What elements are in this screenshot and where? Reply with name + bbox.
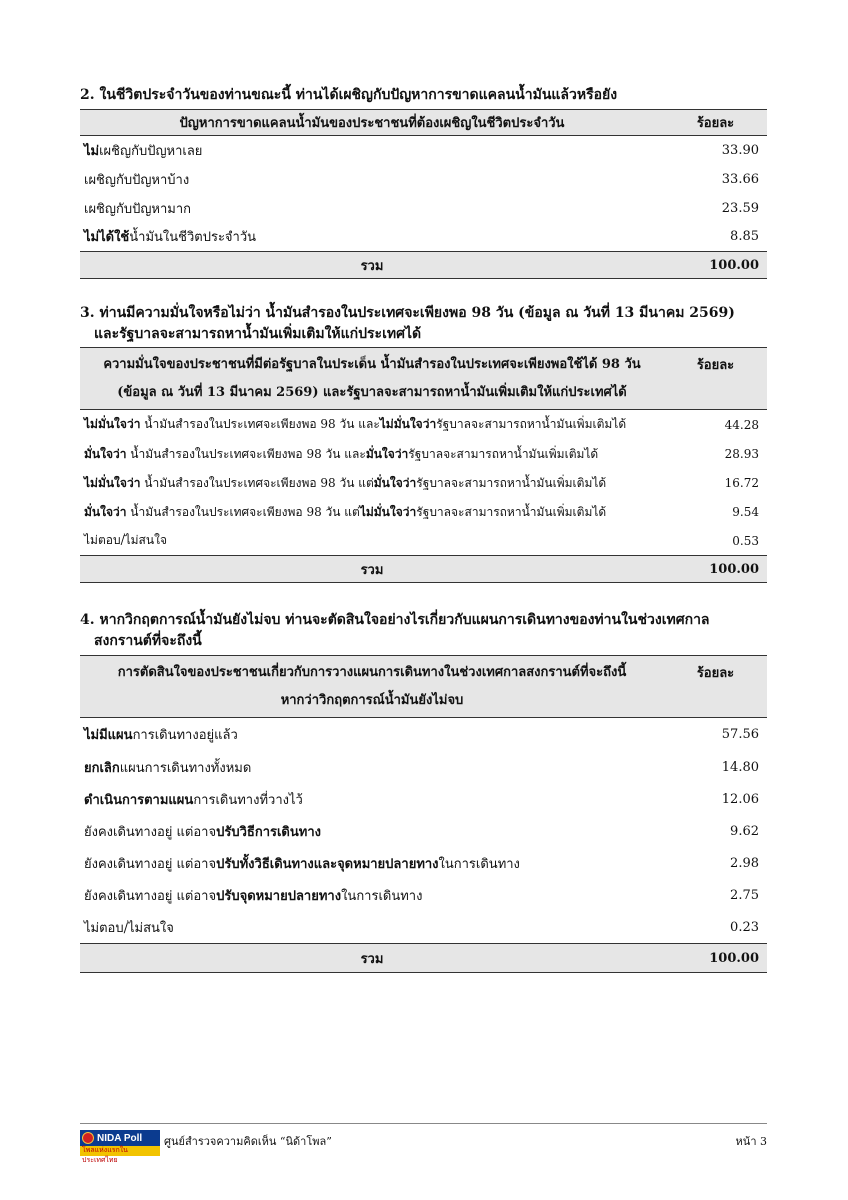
table-row: ไม่ได้ใช้น้ำมันในชีวิตประจำวัน 8.85 (84, 229, 759, 246)
table-row: ยกเลิกแผนการเดินทางทั้งหมด 14.80 (84, 760, 759, 776)
question-4-table (80, 655, 767, 973)
question-3-table (80, 347, 767, 583)
nida-poll-logo: NIDA Poll โพลแห่งแรกในประเทศไทย (80, 1130, 160, 1156)
table-row: ไม่มีแผนการเดินทางอยู่แล้ว 57.56 (84, 727, 759, 744)
total-row: รวม 100.00 (80, 944, 767, 973)
table-row: ไม่ตอบ/ไม่สนใจ 0.53 (84, 533, 759, 548)
table-row: เผชิญกับปัญหามาก 23.59 (84, 200, 759, 217)
table-row: ไม่เผชิญกับปัญหาเลย 33.90 (84, 142, 759, 159)
table-row: มั่นใจว่า น้ำมันสำรองในประเทศจะเพียงพอ 98 วัน และมั่นใจว่ารัฐบาลจะสามารถหาน้ำมันเพิ่มเติมได้ 28.93 (84, 446, 759, 461)
nida-emblem-icon (82, 1132, 94, 1144)
percent-header: ร้อยละ (664, 656, 767, 718)
table-row: ยังคงเดินทางอยู่ แต่อาจปรับจุดหมายปลายทางในการเดินทาง 2.75 (84, 888, 759, 904)
question-2-table (80, 109, 767, 279)
table-header: การตัดสินใจของประชาชนเกี่ยวกับการวางแผนการเดินทางในช่วงเทศกาลสงกรานต์ที่จะถึงนี้ หากว่าวิกฤตการณ์น้ำมันยังไม่จบ (80, 656, 664, 718)
table-row: เผชิญกับปัญหาบ้าง 33.66 (84, 171, 759, 188)
table-row: ยังคงเดินทางอยู่ แต่อาจปรับทั้งวิธีเดินทางและจุดหมายปลายทางในการเดินทาง 2.98 (84, 856, 759, 872)
page-footer (80, 1123, 767, 1164)
table-row: ไม่มั่นใจว่า น้ำมันสำรองในประเทศจะเพียงพอ 98 วัน แต่มั่นใจว่ารัฐบาลจะสามารถหาน้ำมันเพิ่มเติมได้ 16.72 (84, 475, 759, 490)
percent-header: ร้อยละ (664, 348, 767, 410)
page-number: หน้า 3 (735, 1135, 767, 1148)
table-header: ความมั่นใจของประชาชนที่มีต่อรัฐบาลในประเด็น น้ำมันสำรองในประเทศจะเพียงพอใช้ได้ 98 วัน (ข้อมูล ณ วันที่ 13 มีนาคม 2569) และรัฐบาลจะสามารถหาน้ำมันเพิ่มเติมให้แก่ประเทศได้ (80, 348, 664, 410)
table-row: ไม่ตอบ/ไม่สนใจ 0.23 (84, 919, 759, 936)
question-3-title: 3. ท่านมีความมั่นใจหรือไม่ว่า น้ำมันสำรองในประเทศจะเพียงพอ 98 วัน (ข้อมูล ณ วันที่ 13 มีนาคม 2569) และรัฐบาลจะสามารถหาน้ำมันเพิ่มเติมให้แก่ประเทศได้ (80, 305, 735, 342)
table-row: มั่นใจว่า น้ำมันสำรองในประเทศจะเพียงพอ 98 วัน แต่ไม่มั่นใจว่ารัฐบาลจะสามารถหาน้ำมันเพิ่มเติมได้ 9.54 (84, 504, 759, 519)
table-header: ปัญหาการขาดแคลนน้ำมันของประชาชนที่ต้องเผชิญในชีวิตประจำวัน (80, 110, 664, 136)
table-row: ดำเนินการตามแผนการเดินทางที่วางไว้ 12.06 (84, 792, 759, 808)
footer-org-name: ศูนย์สำรวจความคิดเห็น “นิด้าโพล” (164, 1135, 332, 1148)
table-row: ยังคงเดินทางอยู่ แต่อาจปรับวิธีการเดินทาง 9.62 (84, 824, 759, 840)
question-2-title: 2. ในชีวิตประจำวันของท่านขณะนี้ ท่านได้เผชิญกับปัญหาการขาดแคลนน้ำมันแล้วหรือยัง (80, 87, 618, 103)
total-row: รวม 100.00 (80, 252, 767, 279)
table-row: ไม่มั่นใจว่า น้ำมันสำรองในประเทศจะเพียงพอ 98 วัน และไม่มั่นใจว่ารัฐบาลจะสามารถหาน้ำมันเพิ่มเติมได้ 44.28 (84, 417, 759, 432)
question-4-section (80, 610, 767, 973)
question-3-section (80, 303, 767, 583)
question-2-section (80, 85, 767, 279)
total-row: รวม 100.00 (80, 556, 767, 583)
question-4-title: 4. หากวิกฤตการณ์น้ำมันยังไม่จบ ท่านจะตัดสินใจอย่างไรเกี่ยวกับแผนการเดินทางของท่านในช่วงเทศกาล สงกรานต์ที่จะถึงนี้ (80, 612, 710, 649)
percent-header: ร้อยละ (664, 110, 767, 136)
